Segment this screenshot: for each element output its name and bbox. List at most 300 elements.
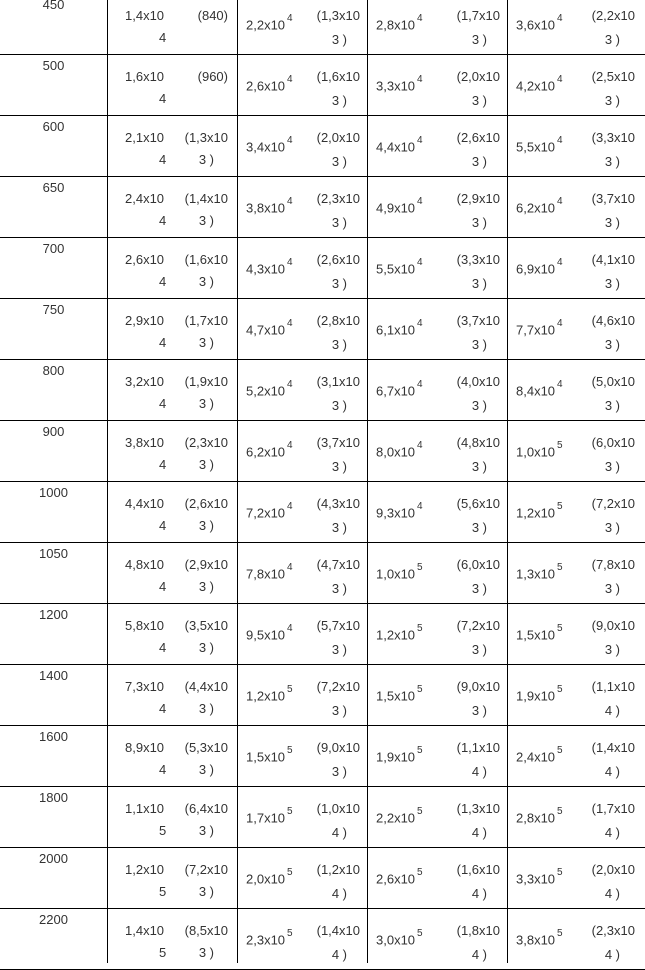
paren-text: (9,0x10 bbox=[591, 618, 635, 633]
table-row bbox=[0, 665, 645, 726]
value-text bbox=[376, 684, 423, 704]
paren-continuation: 4 ) bbox=[471, 764, 487, 779]
value-exponent: 5 bbox=[557, 928, 563, 939]
paren-continuation: 4 ) bbox=[471, 947, 487, 962]
value-mantissa: 6,7x10 bbox=[376, 383, 416, 399]
value-text bbox=[246, 867, 293, 887]
value-exponent: 5 bbox=[557, 745, 563, 756]
paren-text: (1,9x10 bbox=[184, 374, 228, 389]
value-cell bbox=[238, 909, 368, 970]
paren-text: (2,6x10 bbox=[316, 252, 360, 267]
temperature-cell: 1800 bbox=[39, 790, 68, 805]
value-exponent: 5 bbox=[159, 823, 167, 838]
paren-continuation: 3 ) bbox=[471, 459, 487, 474]
paren-text: (1,1x10 bbox=[591, 679, 635, 694]
value-cell bbox=[368, 299, 508, 360]
paren-text: (3,5x10 bbox=[184, 618, 228, 633]
column-divider bbox=[237, 0, 238, 963]
paren-text: (3,1x10 bbox=[316, 374, 360, 389]
value-cell bbox=[108, 360, 238, 421]
value-exponent: 4 bbox=[287, 501, 293, 512]
paren-text: (7,2x10 bbox=[591, 496, 635, 511]
value-cell bbox=[368, 482, 508, 543]
table-row bbox=[0, 177, 645, 238]
paren-text: (1,8x10 bbox=[456, 923, 500, 938]
paren-text: (1,3x10 bbox=[184, 130, 228, 145]
value-cell bbox=[508, 909, 645, 970]
table-row bbox=[0, 360, 645, 421]
paren-text: (1,6x10 bbox=[316, 69, 360, 84]
paren-text: (1,0x10 bbox=[316, 801, 360, 816]
temperature-cell: 800 bbox=[42, 363, 65, 378]
temperature-cell: 1600 bbox=[39, 729, 68, 744]
value-mantissa: 1,5x10 bbox=[376, 688, 416, 704]
value-mantissa: 3,3x10 bbox=[376, 78, 416, 94]
temperature-cell: 1400 bbox=[39, 668, 68, 683]
value-exponent: 4 bbox=[159, 640, 167, 655]
value-text: 2,1x10 bbox=[125, 130, 165, 145]
value-text bbox=[246, 623, 293, 643]
value-mantissa: 1,3x10 bbox=[516, 566, 556, 582]
value-exponent: 4 bbox=[417, 196, 423, 207]
table-row bbox=[0, 909, 645, 970]
value-mantissa: 4,3x10 bbox=[246, 261, 286, 277]
value-exponent: 5 bbox=[287, 928, 293, 939]
value-mantissa: 1,2x10 bbox=[376, 627, 416, 643]
value-text bbox=[516, 318, 563, 338]
value-mantissa: 6,2x10 bbox=[246, 444, 286, 460]
value-text bbox=[246, 257, 293, 277]
value-exponent: 4 bbox=[417, 74, 423, 85]
value-cell bbox=[508, 543, 645, 604]
value-text bbox=[246, 379, 293, 399]
value-mantissa: 2,8x10 bbox=[516, 810, 556, 826]
paren-text: (1,3x10 bbox=[456, 801, 500, 816]
value-mantissa: 3,8x10 bbox=[516, 932, 556, 948]
table-row bbox=[0, 0, 645, 55]
paren-text: (5,7x10 bbox=[316, 618, 360, 633]
value-cell bbox=[108, 909, 238, 970]
value-cell bbox=[238, 177, 368, 238]
value-mantissa: 3,3x10 bbox=[516, 871, 556, 887]
value-mantissa: 8,4x10 bbox=[516, 383, 556, 399]
table-row bbox=[0, 421, 645, 482]
paren-text: (1,6x10 bbox=[456, 862, 500, 877]
paren-text: (5,3x10 bbox=[184, 740, 228, 755]
value-cell bbox=[238, 421, 368, 482]
paren-text: (3,7x10 bbox=[456, 313, 500, 328]
paren-continuation: 4 ) bbox=[604, 703, 620, 718]
value-mantissa: 1,5x10 bbox=[246, 749, 286, 765]
value-cell bbox=[108, 238, 238, 299]
value-mantissa: 2,6x10 bbox=[246, 78, 286, 94]
paren-text: (1,4x10 bbox=[184, 191, 228, 206]
paren-continuation: 3 ) bbox=[604, 642, 620, 657]
value-text bbox=[516, 684, 563, 704]
value-exponent: 4 bbox=[557, 135, 563, 146]
paren-continuation: 3 ) bbox=[331, 581, 347, 596]
paren-continuation: 3 ) bbox=[331, 520, 347, 535]
paren-text: (7,2x10 bbox=[316, 679, 360, 694]
value-exponent: 5 bbox=[287, 745, 293, 756]
paren-continuation: 3 ) bbox=[604, 459, 620, 474]
value-mantissa: 4,2x10 bbox=[516, 78, 556, 94]
value-cell bbox=[508, 238, 645, 299]
value-text bbox=[516, 562, 563, 582]
value-mantissa: 9,3x10 bbox=[376, 505, 416, 521]
temperature-cell: 650 bbox=[42, 180, 65, 195]
value-exponent: 5 bbox=[557, 623, 563, 634]
value-exponent: 4 bbox=[159, 579, 167, 594]
value-cell bbox=[108, 299, 238, 360]
value-cell bbox=[508, 787, 645, 848]
value-cell bbox=[368, 55, 508, 116]
value-exponent: 5 bbox=[417, 745, 423, 756]
paren-text: (2,0x10 bbox=[316, 130, 360, 145]
value-text: 1,1x10 bbox=[125, 801, 165, 816]
paren-text: (4,1x10 bbox=[591, 252, 635, 267]
paren-continuation: 4 ) bbox=[471, 886, 487, 901]
value-text bbox=[376, 318, 423, 338]
paren-text: (960) bbox=[197, 69, 228, 84]
value-text: 1,4x10 bbox=[125, 923, 165, 938]
value-cell bbox=[508, 482, 645, 543]
value-text bbox=[376, 440, 423, 460]
paren-text: (3,7x10 bbox=[591, 191, 635, 206]
paren-continuation: 3 ) bbox=[331, 398, 347, 413]
value-mantissa: 5,5x10 bbox=[516, 139, 556, 155]
value-mantissa: 2,2x10 bbox=[376, 810, 416, 826]
paren-continuation: 3 ) bbox=[471, 642, 487, 657]
value-text bbox=[246, 74, 293, 94]
paren-text: (2,3x10 bbox=[316, 191, 360, 206]
value-text: 2,6x10 bbox=[125, 252, 165, 267]
paren-continuation: 3 ) bbox=[331, 93, 347, 108]
paren-continuation: 4 ) bbox=[604, 825, 620, 840]
value-cell bbox=[108, 848, 238, 909]
paren-text: (1,6x10 bbox=[184, 252, 228, 267]
value-text: 3,2x10 bbox=[125, 374, 165, 389]
paren-text: (3,3x10 bbox=[456, 252, 500, 267]
paren-continuation: 3 ) bbox=[331, 337, 347, 352]
paren-text: (4,3x10 bbox=[316, 496, 360, 511]
paren-continuation: 3 ) bbox=[471, 337, 487, 352]
paren-continuation: 3 ) bbox=[198, 762, 214, 777]
paren-text: (8,5x10 bbox=[184, 923, 228, 938]
value-mantissa: 2,4x10 bbox=[516, 749, 556, 765]
paren-continuation: 3 ) bbox=[198, 518, 214, 533]
value-exponent: 4 bbox=[159, 152, 167, 167]
value-cell bbox=[108, 604, 238, 665]
value-text bbox=[516, 867, 563, 887]
paren-text: (5,0x10 bbox=[591, 374, 635, 389]
value-exponent: 5 bbox=[417, 928, 423, 939]
paren-text: (2,9x10 bbox=[184, 557, 228, 572]
value-text: 7,3x10 bbox=[125, 679, 165, 694]
paren-continuation: 3 ) bbox=[331, 276, 347, 291]
paren-text: (3,7x10 bbox=[316, 435, 360, 450]
value-cell bbox=[508, 0, 645, 55]
paren-text: (2,3x10 bbox=[591, 923, 635, 938]
value-cell bbox=[508, 665, 645, 726]
value-cell bbox=[238, 604, 368, 665]
value-text bbox=[516, 74, 563, 94]
value-text bbox=[376, 501, 423, 521]
value-text bbox=[376, 806, 423, 826]
paren-continuation: 3 ) bbox=[604, 337, 620, 352]
value-cell bbox=[108, 787, 238, 848]
temperature-cell: 1000 bbox=[39, 485, 68, 500]
value-text bbox=[246, 13, 293, 33]
value-mantissa: 7,8x10 bbox=[246, 566, 286, 582]
paren-continuation: 3 ) bbox=[471, 32, 487, 47]
value-mantissa: 1,2x10 bbox=[246, 688, 286, 704]
paren-continuation: 3 ) bbox=[198, 701, 214, 716]
value-text bbox=[376, 745, 423, 765]
paren-continuation: 3 ) bbox=[198, 579, 214, 594]
temperature-cell: 450 bbox=[42, 0, 65, 12]
value-exponent: 4 bbox=[287, 623, 293, 634]
value-exponent: 4 bbox=[159, 518, 167, 533]
value-exponent: 4 bbox=[417, 13, 423, 24]
value-cell bbox=[108, 421, 238, 482]
value-exponent: 4 bbox=[557, 257, 563, 268]
value-text bbox=[376, 562, 423, 582]
value-text bbox=[376, 13, 423, 33]
temperature-cell: 700 bbox=[42, 241, 65, 256]
value-mantissa: 9,5x10 bbox=[246, 627, 286, 643]
paren-continuation: 4 ) bbox=[604, 886, 620, 901]
value-cell bbox=[368, 604, 508, 665]
value-exponent: 4 bbox=[287, 318, 293, 329]
value-cell bbox=[238, 665, 368, 726]
value-exponent: 4 bbox=[159, 213, 167, 228]
paren-text: (1,7x10 bbox=[184, 313, 228, 328]
value-cell bbox=[368, 909, 508, 970]
paren-text: (1,7x10 bbox=[456, 8, 500, 23]
value-text bbox=[516, 806, 563, 826]
paren-continuation: 3 ) bbox=[471, 93, 487, 108]
temperature-cell: 1200 bbox=[39, 607, 68, 622]
value-cell bbox=[238, 116, 368, 177]
paren-continuation: 3 ) bbox=[471, 581, 487, 596]
value-exponent: 4 bbox=[159, 91, 167, 106]
table-row bbox=[0, 116, 645, 177]
paren-text: (2,3x10 bbox=[184, 435, 228, 450]
paren-continuation: 3 ) bbox=[604, 520, 620, 535]
value-cell bbox=[238, 55, 368, 116]
value-text: 1,4x10 bbox=[125, 8, 165, 23]
value-text: 4,8x10 bbox=[125, 557, 165, 572]
paren-text: (2,5x10 bbox=[591, 69, 635, 84]
value-text bbox=[516, 257, 563, 277]
value-text bbox=[516, 13, 563, 33]
value-cell bbox=[368, 0, 508, 55]
value-cell bbox=[108, 726, 238, 787]
paren-continuation: 3 ) bbox=[198, 152, 214, 167]
paren-text: (1,4x10 bbox=[591, 740, 635, 755]
paren-text: (7,8x10 bbox=[591, 557, 635, 572]
temperature-cell: 900 bbox=[42, 424, 65, 439]
value-exponent: 5 bbox=[159, 884, 167, 899]
value-cell bbox=[508, 421, 645, 482]
paren-continuation: 3 ) bbox=[198, 823, 214, 838]
table-row bbox=[0, 482, 645, 543]
paren-continuation: 3 ) bbox=[471, 215, 487, 230]
value-text bbox=[516, 501, 563, 521]
temperature-cell: 600 bbox=[42, 119, 65, 134]
value-mantissa: 7,7x10 bbox=[516, 322, 556, 338]
value-cell bbox=[508, 726, 645, 787]
value-text bbox=[246, 440, 293, 460]
value-exponent: 4 bbox=[557, 379, 563, 390]
column-divider bbox=[367, 0, 368, 963]
value-exponent: 4 bbox=[287, 13, 293, 24]
paren-text: (1,1x10 bbox=[456, 740, 500, 755]
paren-continuation: 3 ) bbox=[198, 640, 214, 655]
value-exponent: 4 bbox=[159, 701, 167, 716]
value-exponent: 4 bbox=[417, 257, 423, 268]
column-divider bbox=[507, 0, 508, 963]
paren-text: (2,6x10 bbox=[456, 130, 500, 145]
value-text bbox=[246, 684, 293, 704]
paren-continuation: 4 ) bbox=[331, 947, 347, 962]
paren-continuation: 3 ) bbox=[471, 276, 487, 291]
value-cell bbox=[238, 482, 368, 543]
value-text bbox=[376, 74, 423, 94]
paren-continuation: 3 ) bbox=[198, 396, 214, 411]
value-mantissa: 1,0x10 bbox=[376, 566, 416, 582]
value-cell bbox=[238, 848, 368, 909]
paren-continuation: 3 ) bbox=[198, 457, 214, 472]
paren-continuation: 3 ) bbox=[604, 215, 620, 230]
paren-continuation: 3 ) bbox=[331, 764, 347, 779]
paren-text: (3,3x10 bbox=[591, 130, 635, 145]
value-exponent: 4 bbox=[287, 257, 293, 268]
value-exponent: 5 bbox=[417, 562, 423, 573]
paren-text: (9,0x10 bbox=[316, 740, 360, 755]
value-cell bbox=[508, 55, 645, 116]
value-text bbox=[246, 562, 293, 582]
value-exponent: 4 bbox=[159, 396, 167, 411]
value-cell bbox=[108, 543, 238, 604]
value-cell bbox=[508, 848, 645, 909]
value-exponent: 4 bbox=[417, 135, 423, 146]
value-text bbox=[516, 928, 563, 948]
value-mantissa: 1,5x10 bbox=[516, 627, 556, 643]
value-cell bbox=[368, 177, 508, 238]
temperature-cell: 750 bbox=[42, 302, 65, 317]
value-cell bbox=[108, 116, 238, 177]
value-exponent: 5 bbox=[287, 806, 293, 817]
value-exponent: 4 bbox=[287, 74, 293, 85]
value-cell bbox=[368, 665, 508, 726]
value-text bbox=[376, 135, 423, 155]
value-exponent: 4 bbox=[159, 274, 167, 289]
paren-continuation: 3 ) bbox=[471, 703, 487, 718]
value-mantissa: 2,6x10 bbox=[376, 871, 416, 887]
paren-text: (840) bbox=[197, 8, 228, 23]
table-row bbox=[0, 848, 645, 909]
paren-continuation: 3 ) bbox=[604, 276, 620, 291]
value-mantissa: 3,6x10 bbox=[516, 17, 556, 33]
value-cell bbox=[368, 116, 508, 177]
value-mantissa: 7,2x10 bbox=[246, 505, 286, 521]
value-text bbox=[516, 440, 563, 460]
value-mantissa: 8,0x10 bbox=[376, 444, 416, 460]
paren-text: (4,8x10 bbox=[456, 435, 500, 450]
paren-continuation: 3 ) bbox=[604, 154, 620, 169]
paren-continuation: 3 ) bbox=[331, 703, 347, 718]
value-mantissa: 3,8x10 bbox=[246, 200, 286, 216]
value-cell bbox=[238, 726, 368, 787]
value-exponent: 4 bbox=[557, 318, 563, 329]
paren-text: (1,4x10 bbox=[316, 923, 360, 938]
value-exponent: 5 bbox=[417, 867, 423, 878]
paren-continuation: 3 ) bbox=[604, 32, 620, 47]
paren-text: (1,7x10 bbox=[591, 801, 635, 816]
paren-text: (1,2x10 bbox=[316, 862, 360, 877]
paren-continuation: 3 ) bbox=[471, 520, 487, 535]
value-text bbox=[246, 501, 293, 521]
value-text bbox=[516, 135, 563, 155]
value-mantissa: 4,4x10 bbox=[376, 139, 416, 155]
value-exponent: 5 bbox=[417, 623, 423, 634]
paren-continuation: 3 ) bbox=[198, 945, 214, 960]
value-mantissa: 1,9x10 bbox=[516, 688, 556, 704]
paren-continuation: 3 ) bbox=[471, 154, 487, 169]
paren-text: (7,2x10 bbox=[184, 862, 228, 877]
value-exponent: 5 bbox=[557, 684, 563, 695]
value-cell bbox=[508, 177, 645, 238]
paren-continuation: 3 ) bbox=[604, 581, 620, 596]
value-exponent: 4 bbox=[159, 457, 167, 472]
value-exponent: 4 bbox=[159, 30, 167, 45]
value-cell bbox=[238, 543, 368, 604]
value-mantissa: 5,5x10 bbox=[376, 261, 416, 277]
temperature-cell: 500 bbox=[42, 58, 65, 73]
value-cell bbox=[108, 665, 238, 726]
value-exponent: 4 bbox=[159, 335, 167, 350]
value-mantissa: 2,2x10 bbox=[246, 17, 286, 33]
value-text: 2,4x10 bbox=[125, 191, 165, 206]
paren-text: (4,6x10 bbox=[591, 313, 635, 328]
value-cell bbox=[368, 726, 508, 787]
value-mantissa: 3,4x10 bbox=[246, 139, 286, 155]
paren-continuation: 4 ) bbox=[331, 825, 347, 840]
table-row bbox=[0, 604, 645, 665]
table-row bbox=[0, 726, 645, 787]
value-text bbox=[516, 196, 563, 216]
value-mantissa: 1,9x10 bbox=[376, 749, 416, 765]
value-text: 3,8x10 bbox=[125, 435, 165, 450]
value-exponent: 5 bbox=[417, 684, 423, 695]
paren-text: (2,2x10 bbox=[591, 8, 635, 23]
value-cell bbox=[368, 543, 508, 604]
value-text bbox=[246, 928, 293, 948]
value-text bbox=[516, 745, 563, 765]
paren-continuation: 3 ) bbox=[471, 398, 487, 413]
value-cell bbox=[508, 299, 645, 360]
value-text bbox=[376, 867, 423, 887]
value-text: 1,6x10 bbox=[125, 69, 165, 84]
value-mantissa: 2,3x10 bbox=[246, 932, 286, 948]
value-exponent: 5 bbox=[557, 562, 563, 573]
table-row bbox=[0, 55, 645, 116]
value-text: 1,2x10 bbox=[125, 862, 165, 877]
value-mantissa: 3,0x10 bbox=[376, 932, 416, 948]
paren-text: (5,6x10 bbox=[456, 496, 500, 511]
